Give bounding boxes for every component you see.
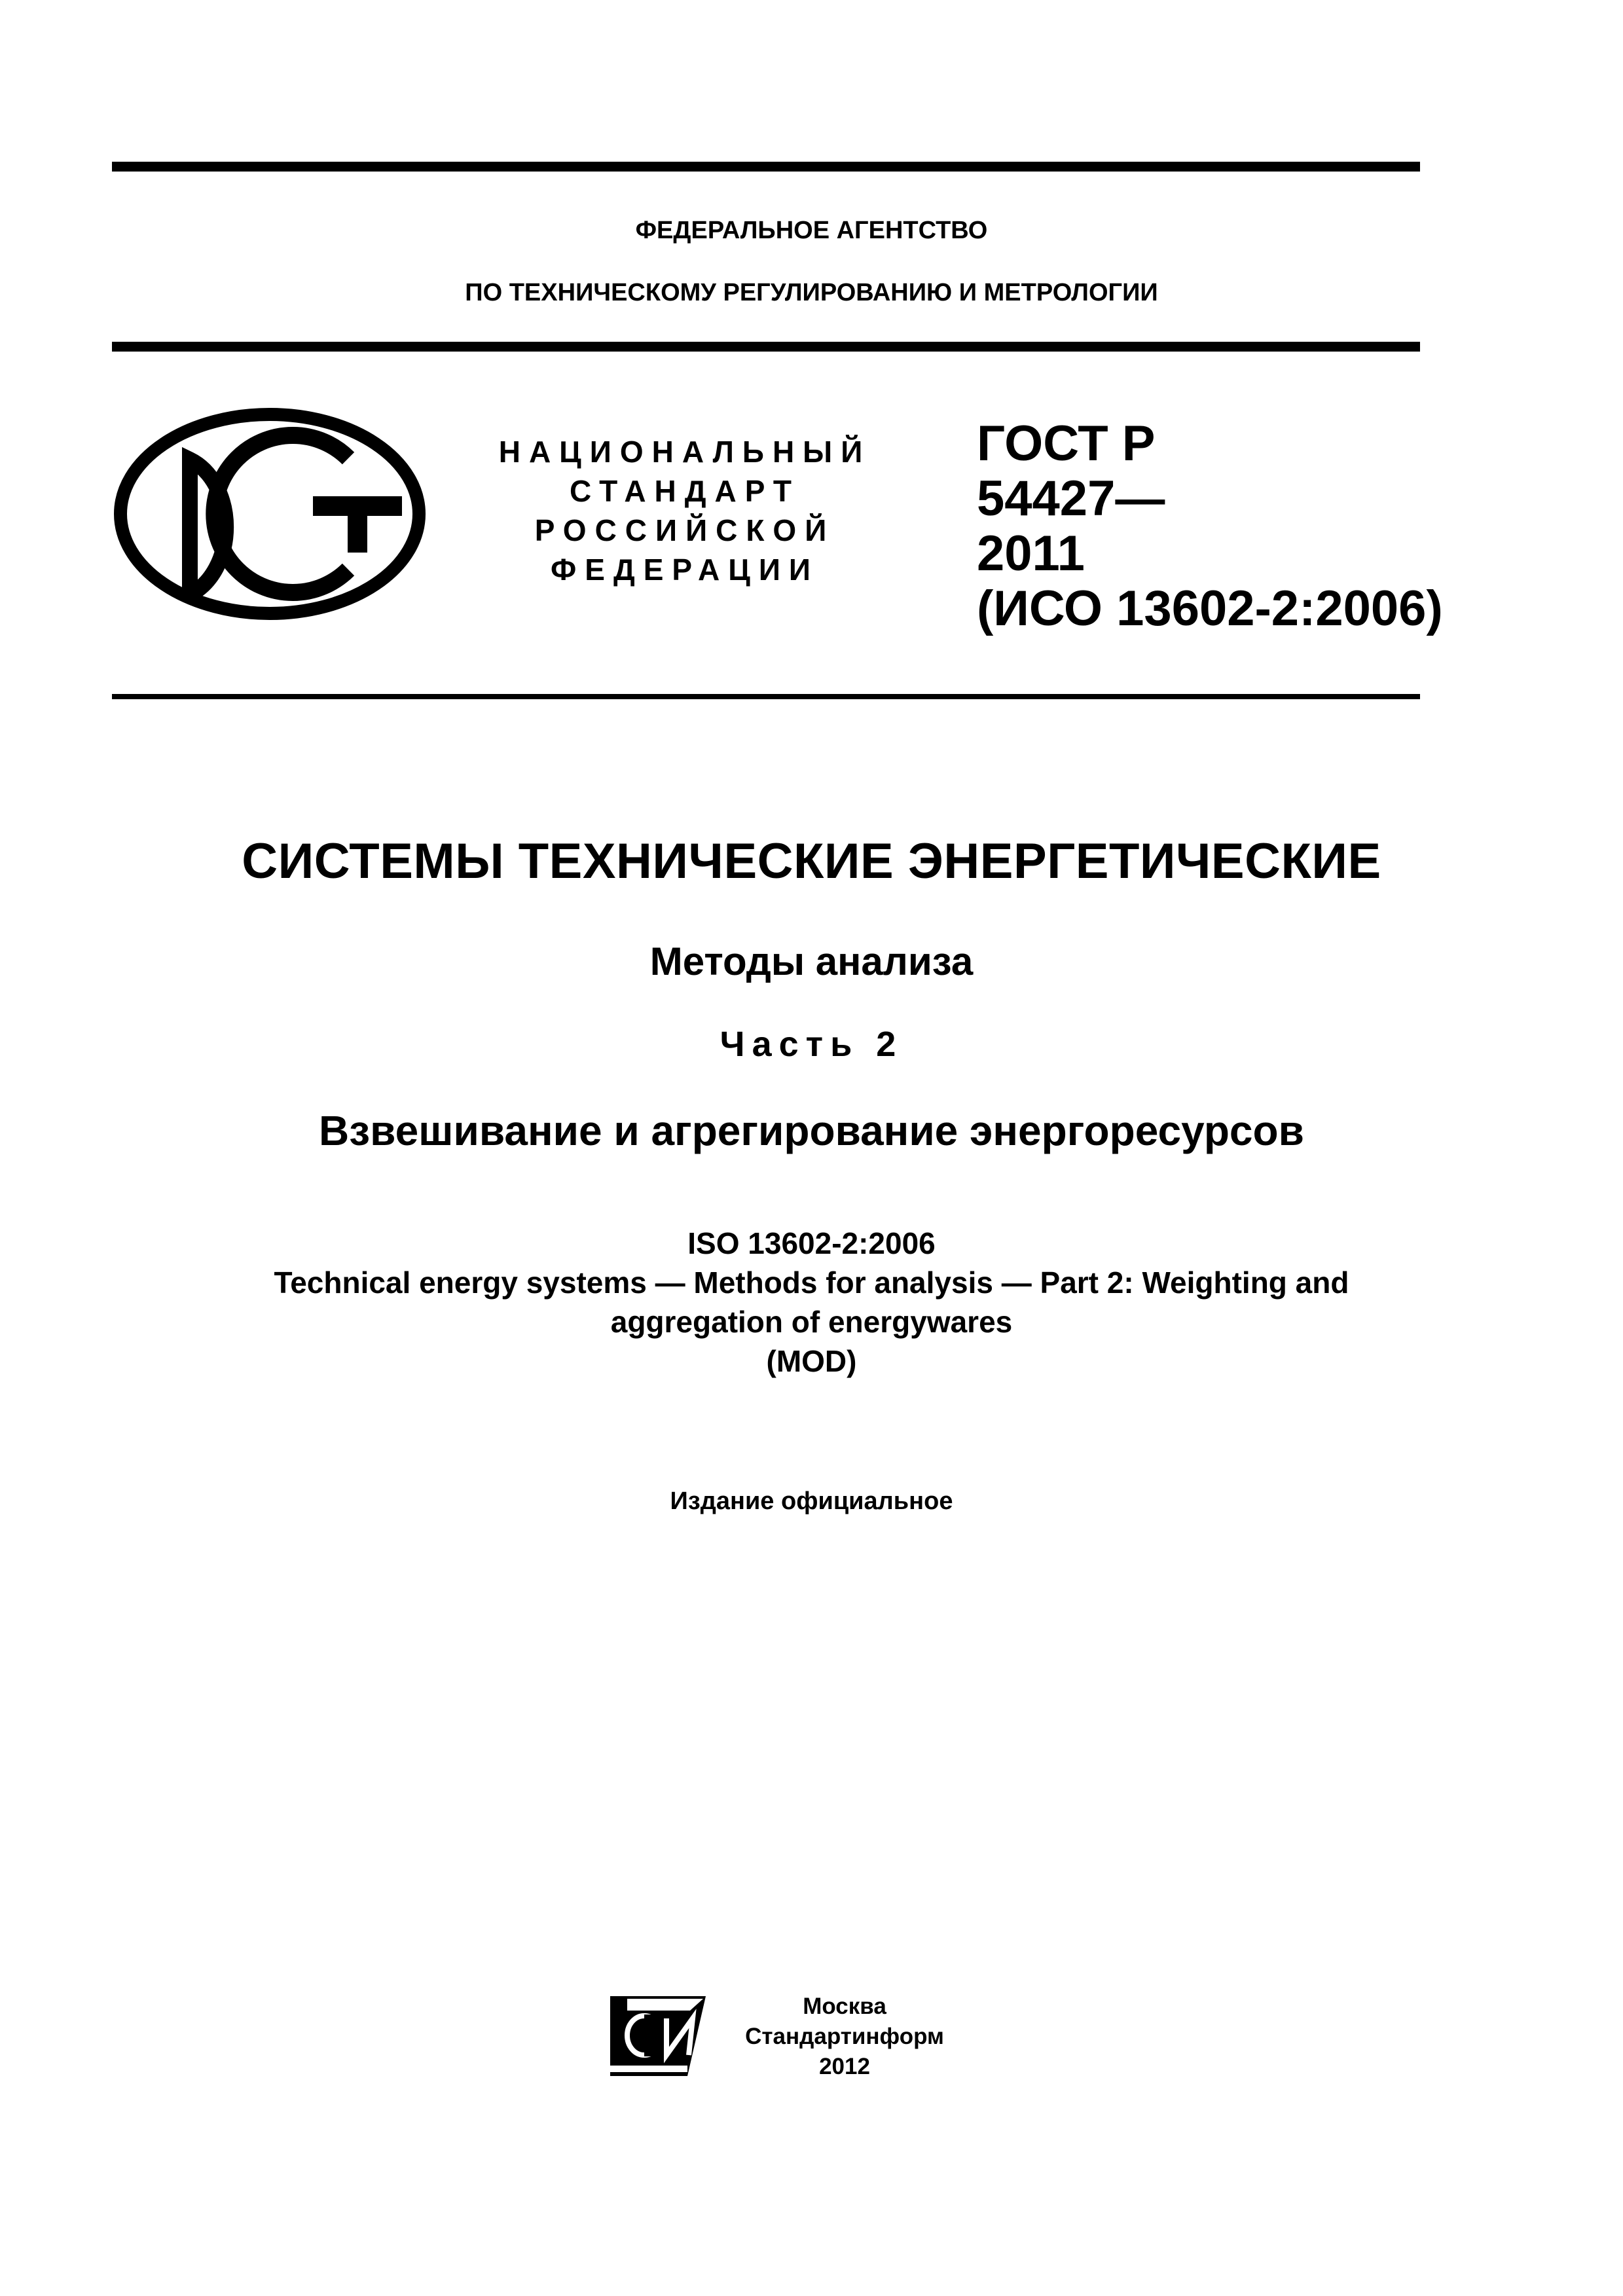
header-rule	[112, 342, 1420, 352]
document-part: Часть 2	[720, 1025, 903, 1064]
iso-line-4: (MOD)	[766, 1344, 857, 1378]
document-subtitle: Методы анализа	[649, 939, 974, 983]
publisher-name: Стандартинформ	[745, 2024, 944, 2049]
standard-rule	[112, 694, 1420, 699]
top-rule	[112, 162, 1420, 172]
gost-line-4: (ИСО 13602-2:2006)	[977, 581, 1443, 636]
gost-number	[977, 416, 1443, 636]
gost-line-3: 2011	[977, 526, 1085, 581]
gost-line-2: 54427—	[977, 471, 1165, 526]
national-line-4: ФЕДЕРАЦИИ	[551, 553, 819, 587]
national-line-1: НАЦИОНАЛЬНЫЙ	[498, 435, 871, 469]
document-title: СИСТЕМЫ ТЕХНИЧЕСКИЕ ЭНЕРГЕТИЧЕСКИЕ	[242, 833, 1381, 889]
national-line-3: РОССИЙСКОЙ	[534, 513, 835, 547]
publisher-year: 2012	[819, 2054, 870, 2079]
publisher-info	[720, 1992, 969, 2082]
agency-line-2: ПО ТЕХНИЧЕСКОМУ РЕГУЛИРОВАНИЮ И МЕТРОЛОГИИ	[465, 279, 1158, 306]
publisher-city: Москва	[803, 1994, 886, 2019]
gost-line-1: ГОСТ Р	[977, 416, 1156, 471]
national-line-2: СТАНДАРТ	[570, 474, 800, 508]
iso-line-3: aggregation of energywares	[610, 1305, 1013, 1339]
document-part-name: Взвешивание и агрегирование энергоресурсов	[319, 1107, 1304, 1154]
official-edition: Издание официальное	[670, 1487, 953, 1515]
iso-line-1: ISO 13602-2:2006	[687, 1226, 936, 1260]
standartinform-logo	[608, 1992, 708, 2079]
iso-reference	[0, 1224, 1623, 1381]
iso-line-2: Technical energy systems — Methods for analysis — Part 2: Weighting and	[274, 1266, 1349, 1300]
agency-line-1: ФЕДЕРАЛЬНОЕ АГЕНТСТВО	[635, 217, 988, 244]
national-standard-text	[462, 432, 907, 589]
gost-r-logo	[113, 406, 427, 622]
